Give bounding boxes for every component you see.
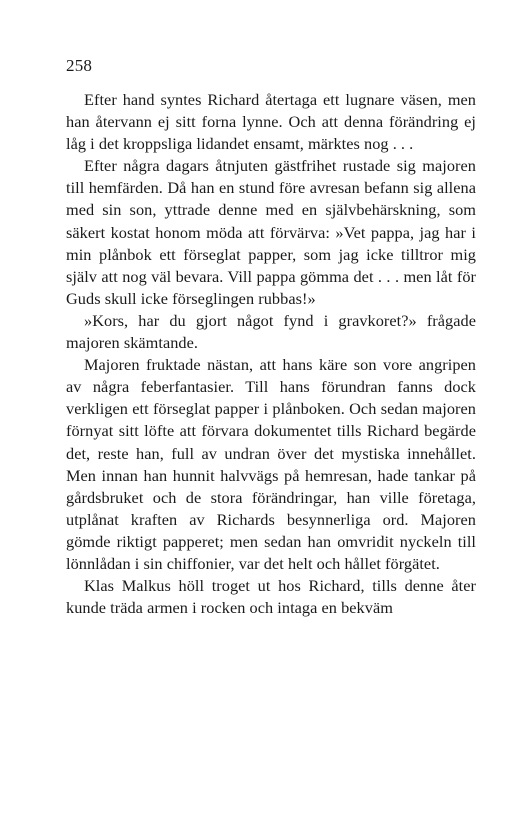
page-number: 258 xyxy=(66,56,93,75)
paragraph: Efter hand syntes Richard återtaga ett lugnare väsen, men han återvann ej sitt forna lynne. Och att denna förändring ej låg i det kroppsliga lidandet ensamt, märktes nog . . . xyxy=(66,90,476,154)
paragraph: Majoren fruktade nästan, att hans käre son vore angripen av några feberfantasier. Till hans förundran fanns dock verkligen ett förseglat papper i plånboken. Och sedan majoren förnyat sitt löfte att förvara dokumentet tills Richard begärde det, reste han, full av undran över det mystiska innehållet. Men innan han hunnit halvvägs på hemresan, hade tankar på gårdsbruket och de stora förändringar, han ville företaga, utplånat kraften av Richards besynnerliga ord. Majoren gömde riktigt papperet; men sedan han omvridit nyckeln till lönnlådan i sin chiffonier, var det helt och hållet förgätet. xyxy=(66,355,476,573)
paragraph: Efter några dagars åtnjuten gästfrihet rustade sig majoren till hemfärden. Då han en stund före avresan befann sig allena med sin son, yttrade denne med en självbehärskning, som säkert kostat honom möda att förvärva: »Vet pappa, jag har i min plånbok ett förseglat papper, som jag icke tilltror mig själv att nog väl bevara. Vill pappa gömma det . . . men låt för Guds skull icke förseglingen rubbas!» xyxy=(66,156,476,308)
paragraph: Klas Malkus höll troget ut hos Richard, tills denne åter kunde träda armen i rocken och intaga en bekväm xyxy=(66,576,476,618)
book-page xyxy=(66,55,476,619)
body-text xyxy=(66,89,476,619)
paragraph: »Kors, har du gjort något fynd i gravkoret?» frågade majoren skämtande. xyxy=(66,310,476,353)
